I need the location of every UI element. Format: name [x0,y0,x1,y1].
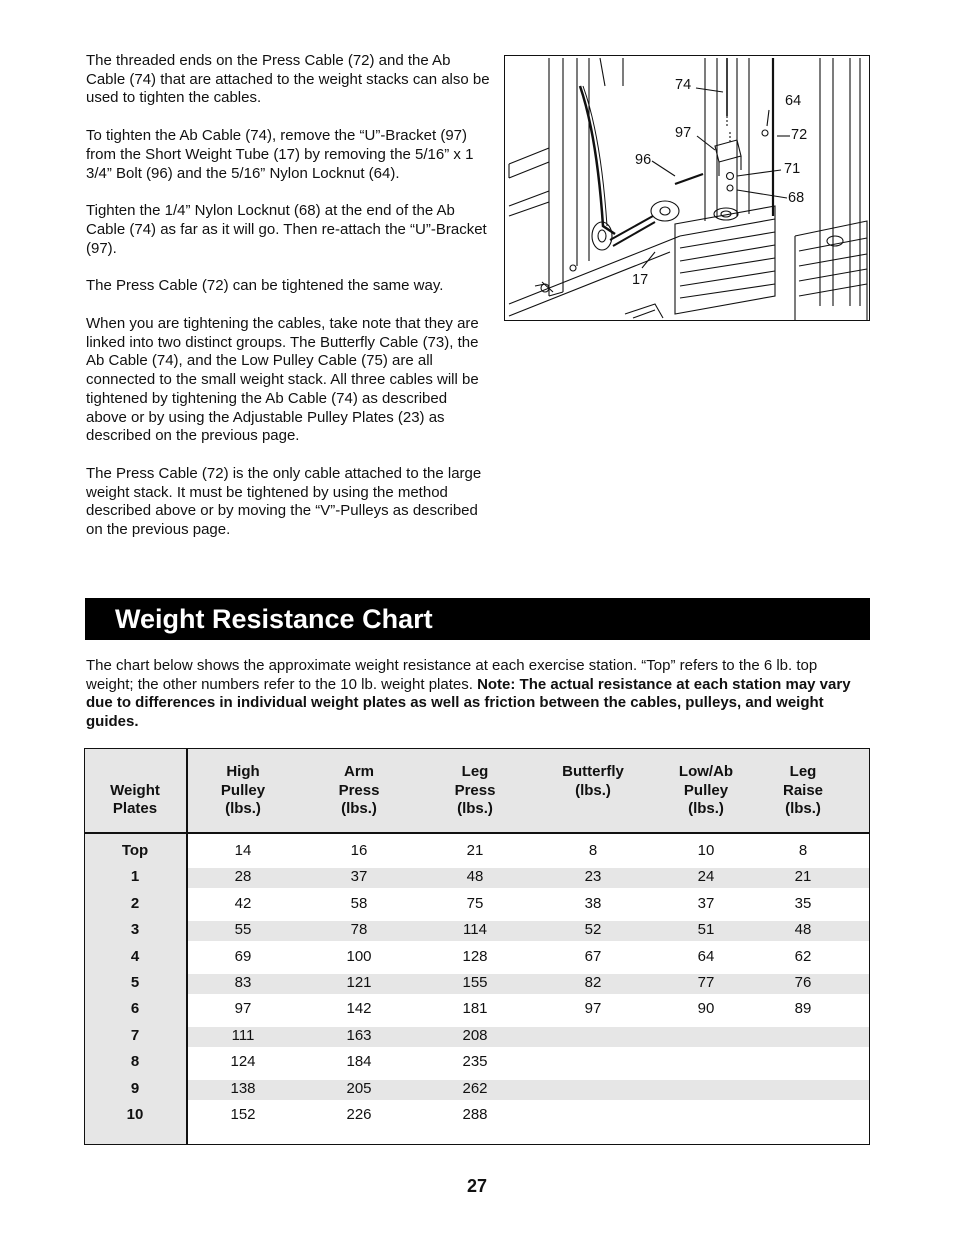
table-cell [758,1079,848,1099]
header-line: (lbs.) [688,800,724,818]
intro-paragraph: The threaded ends on the Press Cable (72) and the Ab Cable (74) that are attached to the weight stacks can also be used to tighten the cables. [86,52,490,107]
plate-label: 7 [130,1026,140,1044]
table-cell [656,1052,756,1072]
table-cell: 23 [584,868,602,886]
table-cell: 142 [346,1000,372,1018]
table-cell: 38 [584,894,602,912]
column-header-arm-press [309,763,409,819]
table-cell [656,1079,756,1099]
table-cell: 124 [230,1053,256,1071]
header-line: Pulley [683,781,729,799]
table-cell [656,1026,756,1046]
table-cell [538,1052,648,1072]
intro-paragraph: The Press Cable (72) is the only cable attached to the large weight stack. It must be tightened by using the method described above or by moving the “V”-Pulleys as described on the previous page. [86,464,482,539]
header-line: Raise [782,781,824,799]
table-cell: 76 [794,974,812,991]
table-row [85,1052,869,1072]
table-row [85,1026,869,1046]
table-cell: 42 [234,894,252,912]
table-cell: 288 [462,1106,488,1123]
table-cell [758,1105,848,1125]
table-cell [656,1105,756,1125]
table-cell: 138 [230,1079,256,1097]
table-row [85,1105,869,1125]
cable-assembly-figure [504,55,870,321]
weight-resistance-table [84,748,870,1145]
header-line: (lbs.) [225,800,261,818]
header-line: Press [338,781,380,799]
table-cell: 181 [462,1000,488,1018]
table-cell: 48 [794,921,812,939]
table-cell: 62 [794,947,812,965]
plate-label: 5 [130,974,140,991]
table-cell: 235 [462,1053,488,1071]
plate-label: 10 [126,1106,144,1123]
header-line: Press [454,781,496,799]
table-cell: 152 [230,1106,256,1123]
table-cell [538,1079,648,1099]
table-cell: 82 [584,974,602,991]
assembly-drawing [505,56,870,321]
intro-paragraph: To tighten the Ab Cable (74), remove the “U”-Bracket (97) from the Short Weight Tube (17) by removing the 5/16” x 1 3/4” Bolt (96) and the 5/16” Nylon Locknut (64). [86,127,474,182]
header-line: Low/Ab [678,763,734,780]
table-cell: 24 [697,868,715,886]
plate-label: 8 [130,1053,140,1071]
header-line: (lbs.) [341,800,377,818]
intro-paragraph: The Press Cable (72) can be tightened the same way. [86,277,444,295]
table-cell: 114 [463,921,487,939]
table-cell [758,1026,848,1046]
section-title: Weight Resistance Chart [115,604,433,634]
callout-68: 68 [788,190,805,206]
chart-intro [86,657,866,732]
header-line: (lbs.) [785,800,821,818]
table-cell [538,1026,648,1046]
table-cell: 111 [231,1026,255,1044]
column-header-high-pulley [193,763,293,819]
table-row [85,947,869,967]
section-banner [85,598,870,640]
column-header-weight-plates [87,782,183,819]
table-cell: 28 [234,868,252,886]
table-cell: 48 [466,868,484,886]
table-row [85,973,869,993]
header-line: Arm [343,763,374,780]
column-header-leg-press [425,763,525,819]
table-cell: 205 [346,1079,372,1097]
table-cell: 58 [350,894,368,912]
table-cell: 75 [466,894,484,912]
table-cell: 55 [234,921,252,939]
table-cell: 16 [350,842,368,859]
table-cell: 262 [462,1079,488,1097]
table-cell: 78 [350,921,368,939]
chart-intro-text: The chart below shows the approximate weight resistance at each exercise station. “Top” refers to the 6 lb. top weight; the other numbers refer to the 10 lb. weight plates. [86,657,818,693]
table-row [85,841,869,861]
table-cell: 21 [466,842,484,859]
table-cell: 97 [234,1000,252,1018]
callout-64: 64 [785,93,802,109]
plate-label: 3 [130,921,140,939]
callout-17: 17 [632,272,649,288]
plate-label: 9 [130,1079,140,1097]
table-cell: 8 [798,842,808,859]
column-header-butterfly [538,763,648,800]
column-header-leg-raise [758,763,848,819]
page-number: 27 [466,1176,488,1196]
table-cell: 64 [697,947,715,965]
table-row [85,1079,869,1099]
header-divider [85,832,869,834]
table-cell: 184 [346,1053,372,1071]
table-cell: 77 [697,974,715,991]
header-line: Plates [112,800,158,818]
table-cell: 89 [794,1000,812,1018]
table-cell: 69 [234,947,252,965]
plate-label: 1 [130,868,140,886]
intro-paragraph: Tighten the 1/4” Nylon Locknut (68) at the end of the Ab Cable (74) as far as it will go. Then re-attach the “U”-Bracket (97). [86,202,487,257]
callout-72: 72 [791,127,808,143]
table-cell: 226 [346,1106,372,1123]
plate-label: 4 [130,947,140,965]
table-cell: 21 [794,868,812,886]
header-line: (lbs.) [575,781,611,799]
table-cell: 83 [234,974,252,991]
callout-97: 97 [675,125,692,141]
table-cell: 37 [350,868,368,886]
table-row [85,867,869,887]
header-line: Weight [110,781,160,799]
intro-text [86,52,492,559]
table-cell [758,1052,848,1072]
plate-label: 2 [130,894,140,912]
table-cell: 90 [697,1000,715,1018]
intro-paragraph: When you are tightening the cables, take note that they are linked into two distinct groups. The Butterfly Cable (73), the Ab Cable (74), and the Low Pulley Cable (75) are all connected to the small weight stack. All three cables will be tightened by tightening the Ab Cable (74) as described above or by using the Adjustable Pulley Plates (23) as described on the previous page. [86,315,479,445]
table-cell: 14 [234,842,252,859]
table-cell: 121 [346,974,372,991]
header-line: (lbs.) [457,800,493,818]
table-cell: 155 [462,974,488,991]
table-cell [538,1105,648,1125]
table-row [85,999,869,1019]
plate-label: Top [121,842,149,859]
callout-74: 74 [675,77,692,93]
callout-96: 96 [635,152,652,168]
table-cell: 52 [584,921,602,939]
table-cell: 100 [346,947,372,965]
header-line: Leg [789,763,817,780]
callout-71: 71 [784,161,801,177]
chart-intro-note: Note: The actual resistance at each station may vary due to differences in individual weight plates as well as friction between the cables, pulleys, and weight guides. [86,675,851,731]
table-cell: 51 [697,921,715,939]
header-line: Leg [461,763,489,780]
table-cell: 8 [588,842,598,859]
header-line: Pulley [220,781,266,799]
table-cell: 97 [584,1000,602,1018]
plate-label: 6 [130,1000,140,1018]
table-cell: 10 [697,842,715,859]
header-line: Butterfly [562,763,624,780]
table-row [85,894,869,914]
header-line: High [226,763,260,780]
table-cell: 208 [462,1026,488,1044]
table-cell: 35 [794,894,812,912]
column-header-low-ab-pulley [656,763,756,819]
table-row [85,920,869,940]
table-cell: 163 [346,1026,372,1044]
table-cell: 67 [584,947,602,965]
table-cell: 128 [462,947,488,965]
table-cell: 37 [697,894,715,912]
